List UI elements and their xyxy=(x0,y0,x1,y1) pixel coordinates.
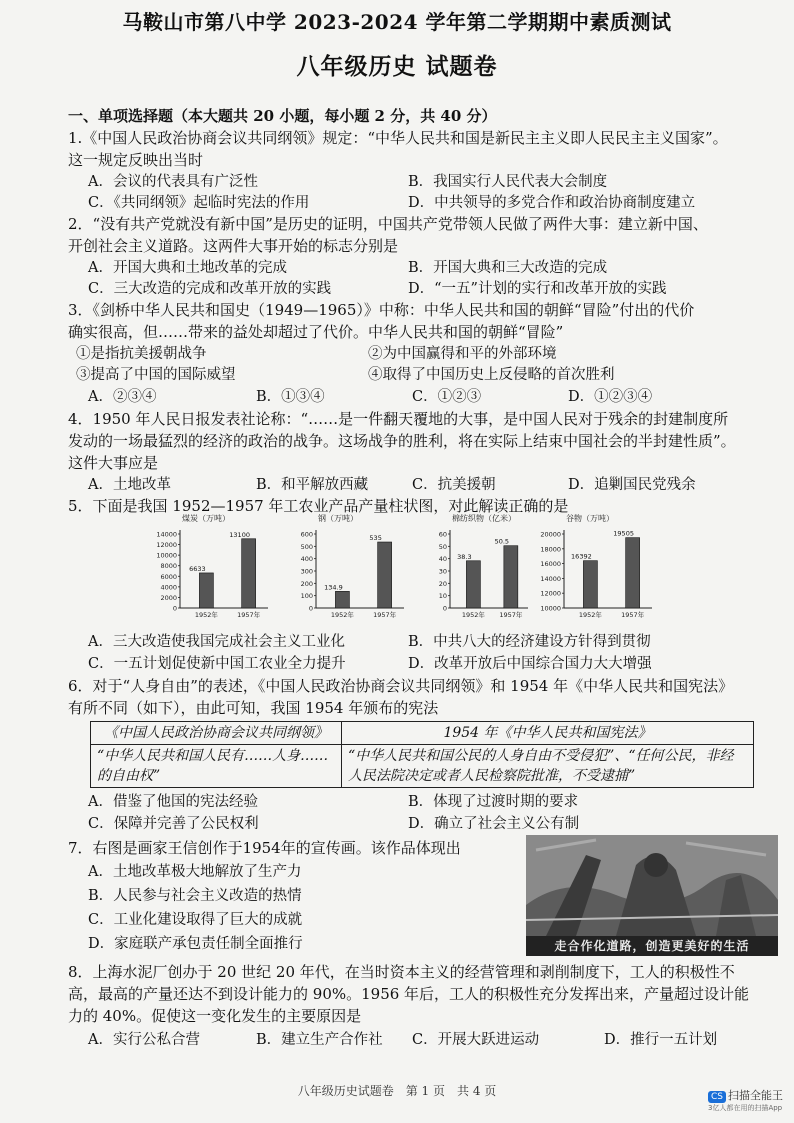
table-cell-1954-constitution: “中华人民共和国公民的人身自由不受侵犯”、“任何公民，非经人民法院决定或者人民检察院批准，不受逮捕” xyxy=(342,745,754,788)
chart-category-label: 1957年 xyxy=(621,611,645,619)
chart-category-label: 1957年 xyxy=(237,611,261,619)
chart-title: 棉纺织物（亿米） xyxy=(452,514,516,523)
chart-tick-label: 12000 xyxy=(540,589,561,598)
chart-title: 钢（万吨） xyxy=(318,514,358,523)
chart-tick-label: 16000 xyxy=(540,560,561,569)
chart-value-label: 535 xyxy=(369,534,382,543)
q5-stem: 5．下面是我国 1952—1957 年工农业产品产量柱状图，对此解读正确的是 xyxy=(68,497,569,515)
section-heading: 一、单项选择题（本大题共 20 小题，每小题 2 分，共 40 分） xyxy=(68,107,497,125)
q7-option-a: A．土地改革极大地解放了生产力 xyxy=(88,864,302,880)
q6-option-b: B．体现了过渡时期的要求 xyxy=(408,794,579,810)
q8-stem-1: 8．上海水泥厂创办于 20 世纪 20 年代，在当时资本主义的经营管理和剥削制度下，工人的积极性不 xyxy=(68,963,735,981)
q8-option-a: A．实行公私合营 xyxy=(88,1032,200,1048)
q1-stem-2: 这一规定反映出当时 xyxy=(68,151,204,169)
q2-stem-2: 开创社会主义道路。这两件大事开始的标志分别是 xyxy=(68,237,399,255)
q4-option-d: D．追剿国民党残余 xyxy=(568,477,696,493)
chart-tick-label: 200 xyxy=(300,579,313,588)
q8-option-c: C．开展大跃进运动 xyxy=(412,1032,540,1048)
q3-stem-1: 3．《剑桥中华人民共和国史（1949—1965）》中称：中华人民共和国的朝鲜“冒险”付出的代价 xyxy=(68,301,695,319)
q6-option-d: D．确立了社会主义公有制 xyxy=(408,816,580,832)
table-header-common-program: 《中国人民政治协商会议共同纲领》 xyxy=(91,722,342,745)
constitution-comparison-table xyxy=(90,721,754,788)
q3-option-c: C．①②③ xyxy=(412,389,482,405)
q5-option-b: B．中共八大的经济建设方针得到贯彻 xyxy=(408,634,651,650)
q3-item-4: ④取得了中国历史上反侵略的首次胜利 xyxy=(368,367,615,383)
q8-option-b: B．建立生产合作社 xyxy=(256,1032,383,1048)
chart-value-label: 6633 xyxy=(189,564,206,573)
chart-tick-label: 0 xyxy=(442,604,447,613)
q5-option-d: D．改革开放后中国综合国力大大增强 xyxy=(408,656,652,672)
q3-stem-2: 确实很高，但……带来的益处却超过了代价。中华人民共和国的朝鲜“冒险” xyxy=(68,323,564,341)
chart-coal xyxy=(142,512,272,624)
q4-stem-3: 这件大事应是 xyxy=(68,454,159,472)
q4-option-a: A．土地改革 xyxy=(88,477,171,493)
propaganda-poster-image xyxy=(526,835,778,956)
chart-value-label: 134.9 xyxy=(324,583,343,592)
chart-value-label: 13100 xyxy=(229,530,250,539)
chart-tick-label: 400 xyxy=(300,555,313,564)
chart-tick-label: 60 xyxy=(438,530,447,539)
exam-title: 马鞍山市第八中学 2023-2024 学年第二学期期中素质测试 xyxy=(122,10,672,34)
chart-tick-label: 6000 xyxy=(160,572,177,581)
q1-option-d: D．中共领导的多党合作和政治协商制度建立 xyxy=(408,195,696,211)
chart-tick-label: 0 xyxy=(172,604,177,613)
q6-option-a: A．借鉴了他国的宪法经验 xyxy=(88,794,258,810)
chart-tick-label: 10 xyxy=(438,592,447,601)
chart-category-label: 1957年 xyxy=(499,611,523,619)
chart-tick-label: 2000 xyxy=(160,593,177,602)
q7-option-c: C．工业化建设取得了巨大的成就 xyxy=(88,912,303,928)
q6-stem-1: 6．对于“人身自由”的表述，《中国人民政治协商会议共同纲领》和 1954 年《中华人民共和国宪法》 xyxy=(68,677,734,695)
q4-stem-2: 发动的一场最猛烈的经济的政治的战争。这场战争的胜利，将在实际上结束中国社会的半封建性质”。 xyxy=(68,432,736,450)
q1-stem-1: 1.《中国人民政治协商会议共同纲领》规定：“中华人民共和国是新民主主义即人民民主主义国家”。 xyxy=(68,129,728,147)
exam-subtitle: 八年级历史 试题卷 xyxy=(296,53,498,80)
chart-cotton xyxy=(412,512,532,624)
chart-tick-label: 18000 xyxy=(540,545,561,554)
table-header-1954-constitution: 1954 年《中华人民共和国宪法》 xyxy=(342,722,754,745)
chart-tick-label: 50 xyxy=(438,542,447,551)
q5-option-a: A．三大改造使我国完成社会主义工业化 xyxy=(88,634,345,650)
scanner-watermark xyxy=(708,1087,783,1103)
chart-tick-label: 14000 xyxy=(540,574,561,583)
page-footer: 八年级历史试题卷 第 1 页 共 4 页 xyxy=(297,1084,497,1098)
chart-bar xyxy=(504,546,518,608)
chart-bar xyxy=(242,539,256,608)
poster-illustration xyxy=(526,835,778,936)
chart-bar xyxy=(466,561,480,608)
chart-value-label: 19505 xyxy=(613,529,634,538)
q2-stem-1: 2．“没有共产党就没有新中国”是历史的证明，中国共产党带领人民做了两件大事：建立新中国、 xyxy=(68,215,708,233)
chart-tick-label: 10000 xyxy=(156,551,177,560)
chart-bar xyxy=(335,591,349,608)
q7-stem: 7．右图是画家王信创作于1954年的宣传画。该作品体现出 xyxy=(68,839,461,857)
chart-tick-label: 30 xyxy=(438,567,447,576)
chart-tick-label: 20 xyxy=(438,579,447,588)
chart-tick-label: 40 xyxy=(438,555,447,564)
q8-option-d: D．推行一五计划 xyxy=(604,1032,718,1048)
q3-item-2: ②为中国赢得和平的外部环境 xyxy=(368,346,557,362)
scanner-name: 扫描全能王 xyxy=(728,1089,783,1102)
poster-caption: 走合作化道路，创造更美好的生活 xyxy=(526,936,778,956)
q2-option-a: A．开国大典和土地改革的完成 xyxy=(88,260,287,276)
chart-bar xyxy=(199,573,213,608)
chart-tick-label: 100 xyxy=(300,592,313,601)
q3-option-d: D．①②③④ xyxy=(568,389,653,405)
chart-category-label: 1952年 xyxy=(330,611,354,619)
q6-stem-2: 有所不同（如下），由此可知，我国 1954 年颁布的宪法 xyxy=(68,699,439,717)
q2-option-b: B．开国大典和三大改造的完成 xyxy=(408,260,608,276)
chart-tick-label: 0 xyxy=(308,604,313,613)
chart-tick-label: 600 xyxy=(300,530,313,539)
chart-tick-label: 14000 xyxy=(156,530,177,539)
chart-value-label: 38.3 xyxy=(457,552,472,561)
q2-option-c: C．三大改造的完成和改革开放的实践 xyxy=(88,281,332,297)
q3-item-1: ①是指抗美援朝战争 xyxy=(76,346,207,362)
q1-option-a: A．会议的代表具有广泛性 xyxy=(88,174,258,190)
q7-option-b: B．人民参与社会主义改造的热情 xyxy=(88,888,302,904)
chart-bar xyxy=(626,538,640,608)
chart-category-label: 1952年 xyxy=(194,611,218,619)
q3-item-3: ③提高了中国的国际威望 xyxy=(76,367,236,383)
chart-grain xyxy=(526,512,656,624)
scanner-logo-icon: CS xyxy=(708,1091,726,1103)
chart-value-label: 50.5 xyxy=(494,537,510,546)
chart-tick-label: 8000 xyxy=(160,562,177,571)
chart-tick-label: 300 xyxy=(300,567,313,576)
q4-option-b: B．和平解放西藏 xyxy=(256,477,369,493)
q4-option-c: C．抗美援朝 xyxy=(412,477,496,493)
q6-option-c: C．保障并完善了公民权利 xyxy=(88,816,259,832)
chart-tick-label: 20000 xyxy=(540,530,561,539)
q8-stem-3: 力的 40%。促使这一变化发生的主要原因是 xyxy=(68,1007,362,1025)
chart-title: 煤炭（万吨） xyxy=(182,514,230,523)
q1-option-c: C．《共同纲领》起临时宪法的作用 xyxy=(88,195,310,211)
q4-stem-1: 4．1950 年人民日报发表社论称：“……是一件翻天覆地的大事，是中国人民对于残余的封建制度所 xyxy=(68,410,729,428)
table-cell-common-program: “中华人民共和国人民有……人身……的自由权” xyxy=(91,745,342,788)
chart-category-label: 1952年 xyxy=(578,611,602,619)
q5-option-c: C．一五计划促使新中国工农业全力提升 xyxy=(88,656,346,672)
chart-tick-label: 10000 xyxy=(540,604,561,613)
chart-value-label: 16392 xyxy=(571,552,592,561)
q8-stem-2: 高，最高的产量还达不到设计能力的 90%。1956 年后，工人的积极性充分发挥出来，产量超过设计能 xyxy=(68,985,750,1003)
q3-option-b: B．①③④ xyxy=(256,389,325,405)
chart-tick-label: 500 xyxy=(300,542,313,551)
scanner-tagline: 3亿人都在用的扫描App xyxy=(708,1104,783,1112)
chart-bar xyxy=(583,561,597,608)
chart-bar xyxy=(378,542,392,608)
chart-tick-label: 12000 xyxy=(156,541,177,550)
chart-title: 谷物（万吨） xyxy=(566,514,614,523)
chart-category-label: 1952年 xyxy=(461,611,485,619)
q7-option-d: D．家庭联产承包责任制全面推行 xyxy=(88,936,303,952)
q3-option-a: A．②③④ xyxy=(88,389,157,405)
q1-option-b: B．我国实行人民代表大会制度 xyxy=(408,174,608,190)
chart-tick-label: 4000 xyxy=(160,583,177,592)
chart-category-label: 1957年 xyxy=(373,611,397,619)
chart-steel xyxy=(278,512,408,624)
q2-option-d: D．“一五”计划的实行和改革开放的实践 xyxy=(408,281,667,297)
